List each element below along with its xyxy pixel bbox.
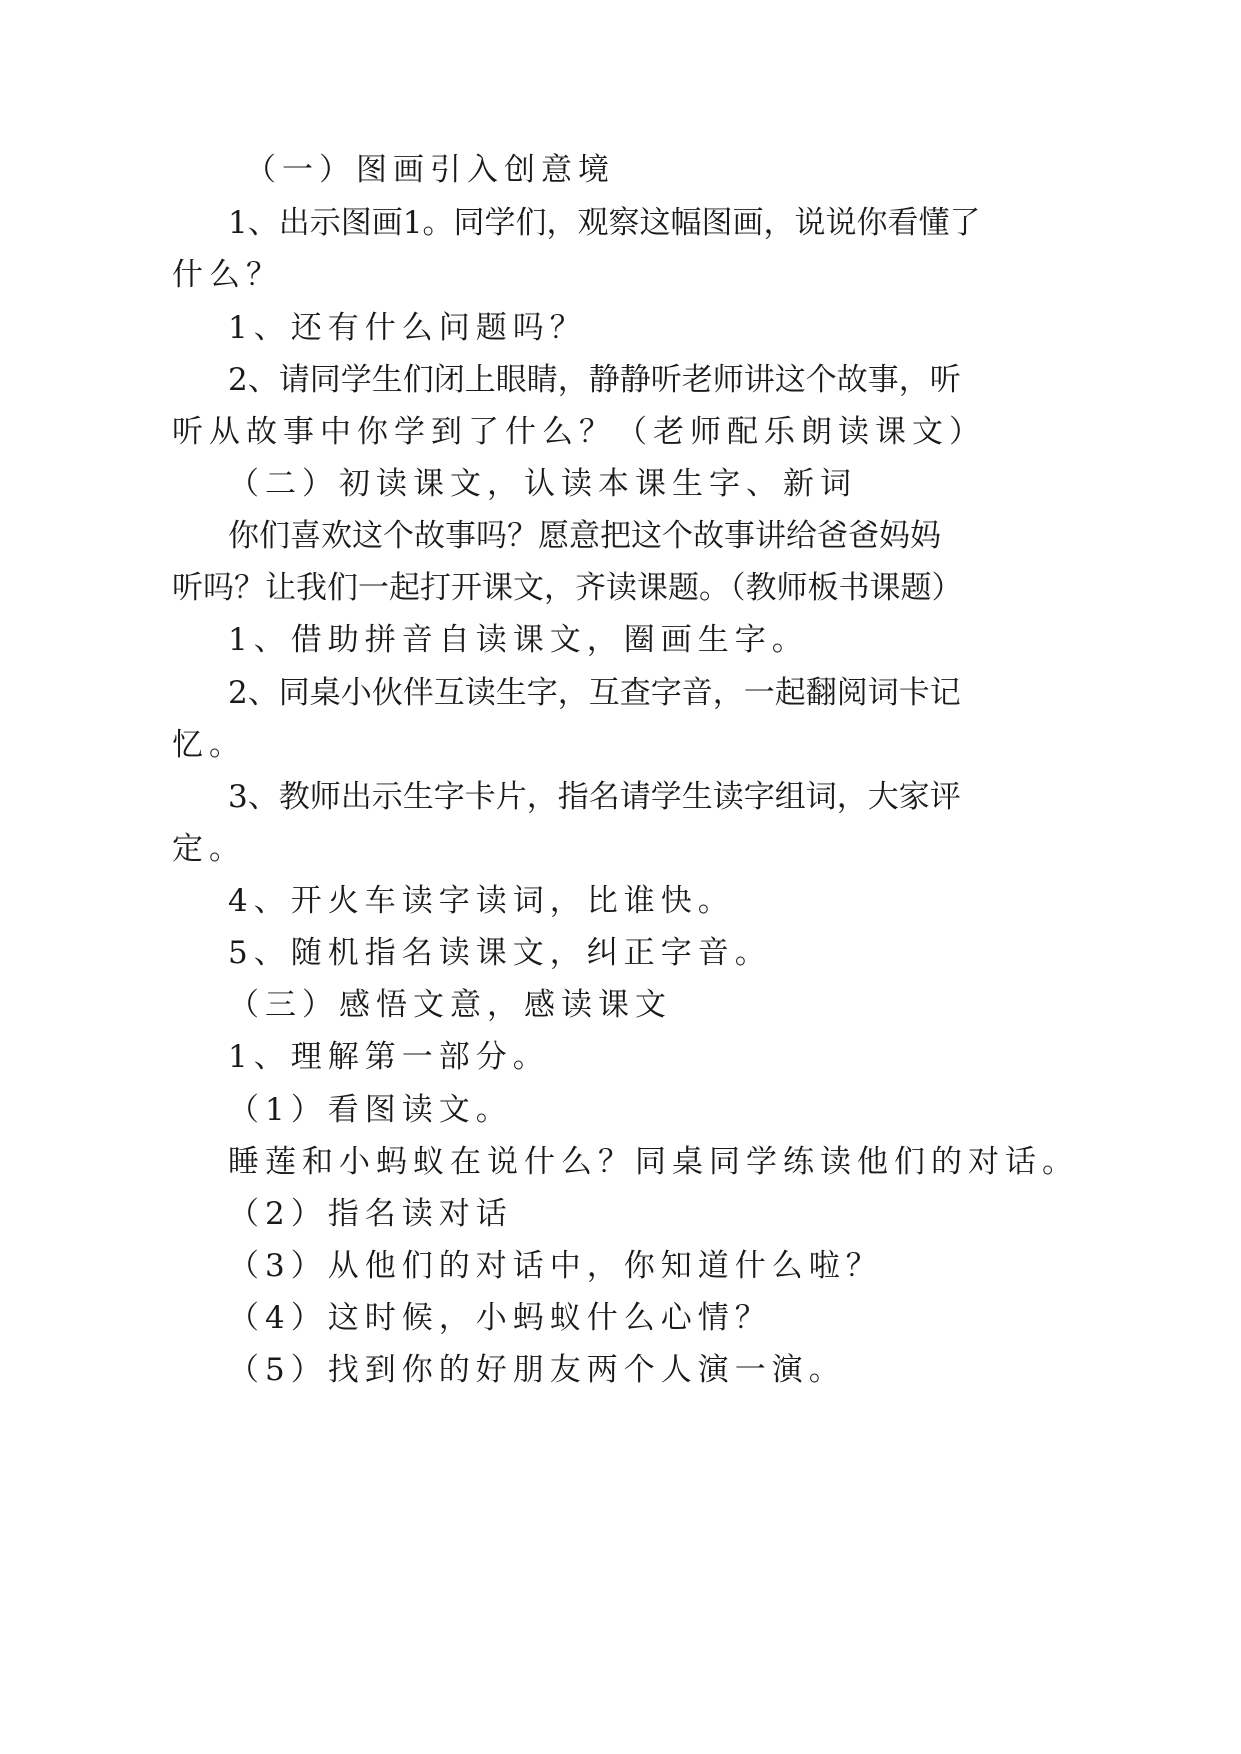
paragraph-line: 1、借助拼音自读课文，圈画生字。 bbox=[228, 622, 809, 658]
section-heading-1: （一）图画引入创意境 bbox=[245, 152, 615, 188]
section-heading-3: （三）感悟文意，感读课文 bbox=[228, 987, 672, 1023]
paragraph-line: 3、教师出示生字卡片，指名请学生读字组词，大家评 bbox=[228, 779, 961, 815]
paragraph-line: （4）这时候，小蚂蚁什么心情？ bbox=[228, 1300, 772, 1336]
paragraph-line: 2、请同学生们闭上眼睛，静静听老师讲这个故事，听 bbox=[228, 362, 961, 398]
paragraph-line: 1、理解第一部分。 bbox=[228, 1039, 550, 1075]
paragraph-line: 4、开火车读字读词，比谁快。 bbox=[228, 883, 735, 919]
paragraph-line: 听从故事中你学到了什么？（老师配乐朗读课文） bbox=[172, 414, 986, 450]
paragraph-line: 你们喜欢这个故事吗？愿意把这个故事讲给爸爸妈妈 bbox=[228, 518, 941, 554]
paragraph-line: （2）指名读对话 bbox=[228, 1196, 513, 1232]
paragraph-line: 听吗？让我们一起打开课文，齐读课题。（教师板书课题） bbox=[172, 570, 963, 606]
paragraph-line: 什么？ bbox=[172, 257, 283, 293]
paragraph-line: （3）从他们的对话中，你知道什么啦？ bbox=[228, 1248, 883, 1284]
section-heading-2: （二）初读课文，认读本课生字、新词 bbox=[228, 466, 857, 502]
paragraph-line: 1、出示图画1。同学们，观察这幅图画，说说你看懂了 bbox=[228, 205, 981, 241]
paragraph-line: 1、还有什么问题吗？ bbox=[228, 310, 587, 346]
paragraph-line: 2、同桌小伙伴互读生字，互查字音，一起翻阅词卡记 bbox=[228, 675, 961, 711]
paragraph-line: 睡莲和小蚂蚁在说什么？同桌同学练读他们的对话。 bbox=[228, 1144, 1079, 1180]
paragraph-line: 忆。 bbox=[172, 727, 246, 763]
paragraph-line: 5、随机指名读课文，纠正字音。 bbox=[228, 935, 772, 971]
paragraph-line: （5）找到你的好朋友两个人演一演。 bbox=[228, 1352, 846, 1388]
paragraph-line: （1）看图读文。 bbox=[228, 1092, 513, 1128]
paragraph-line: 定。 bbox=[172, 831, 246, 867]
